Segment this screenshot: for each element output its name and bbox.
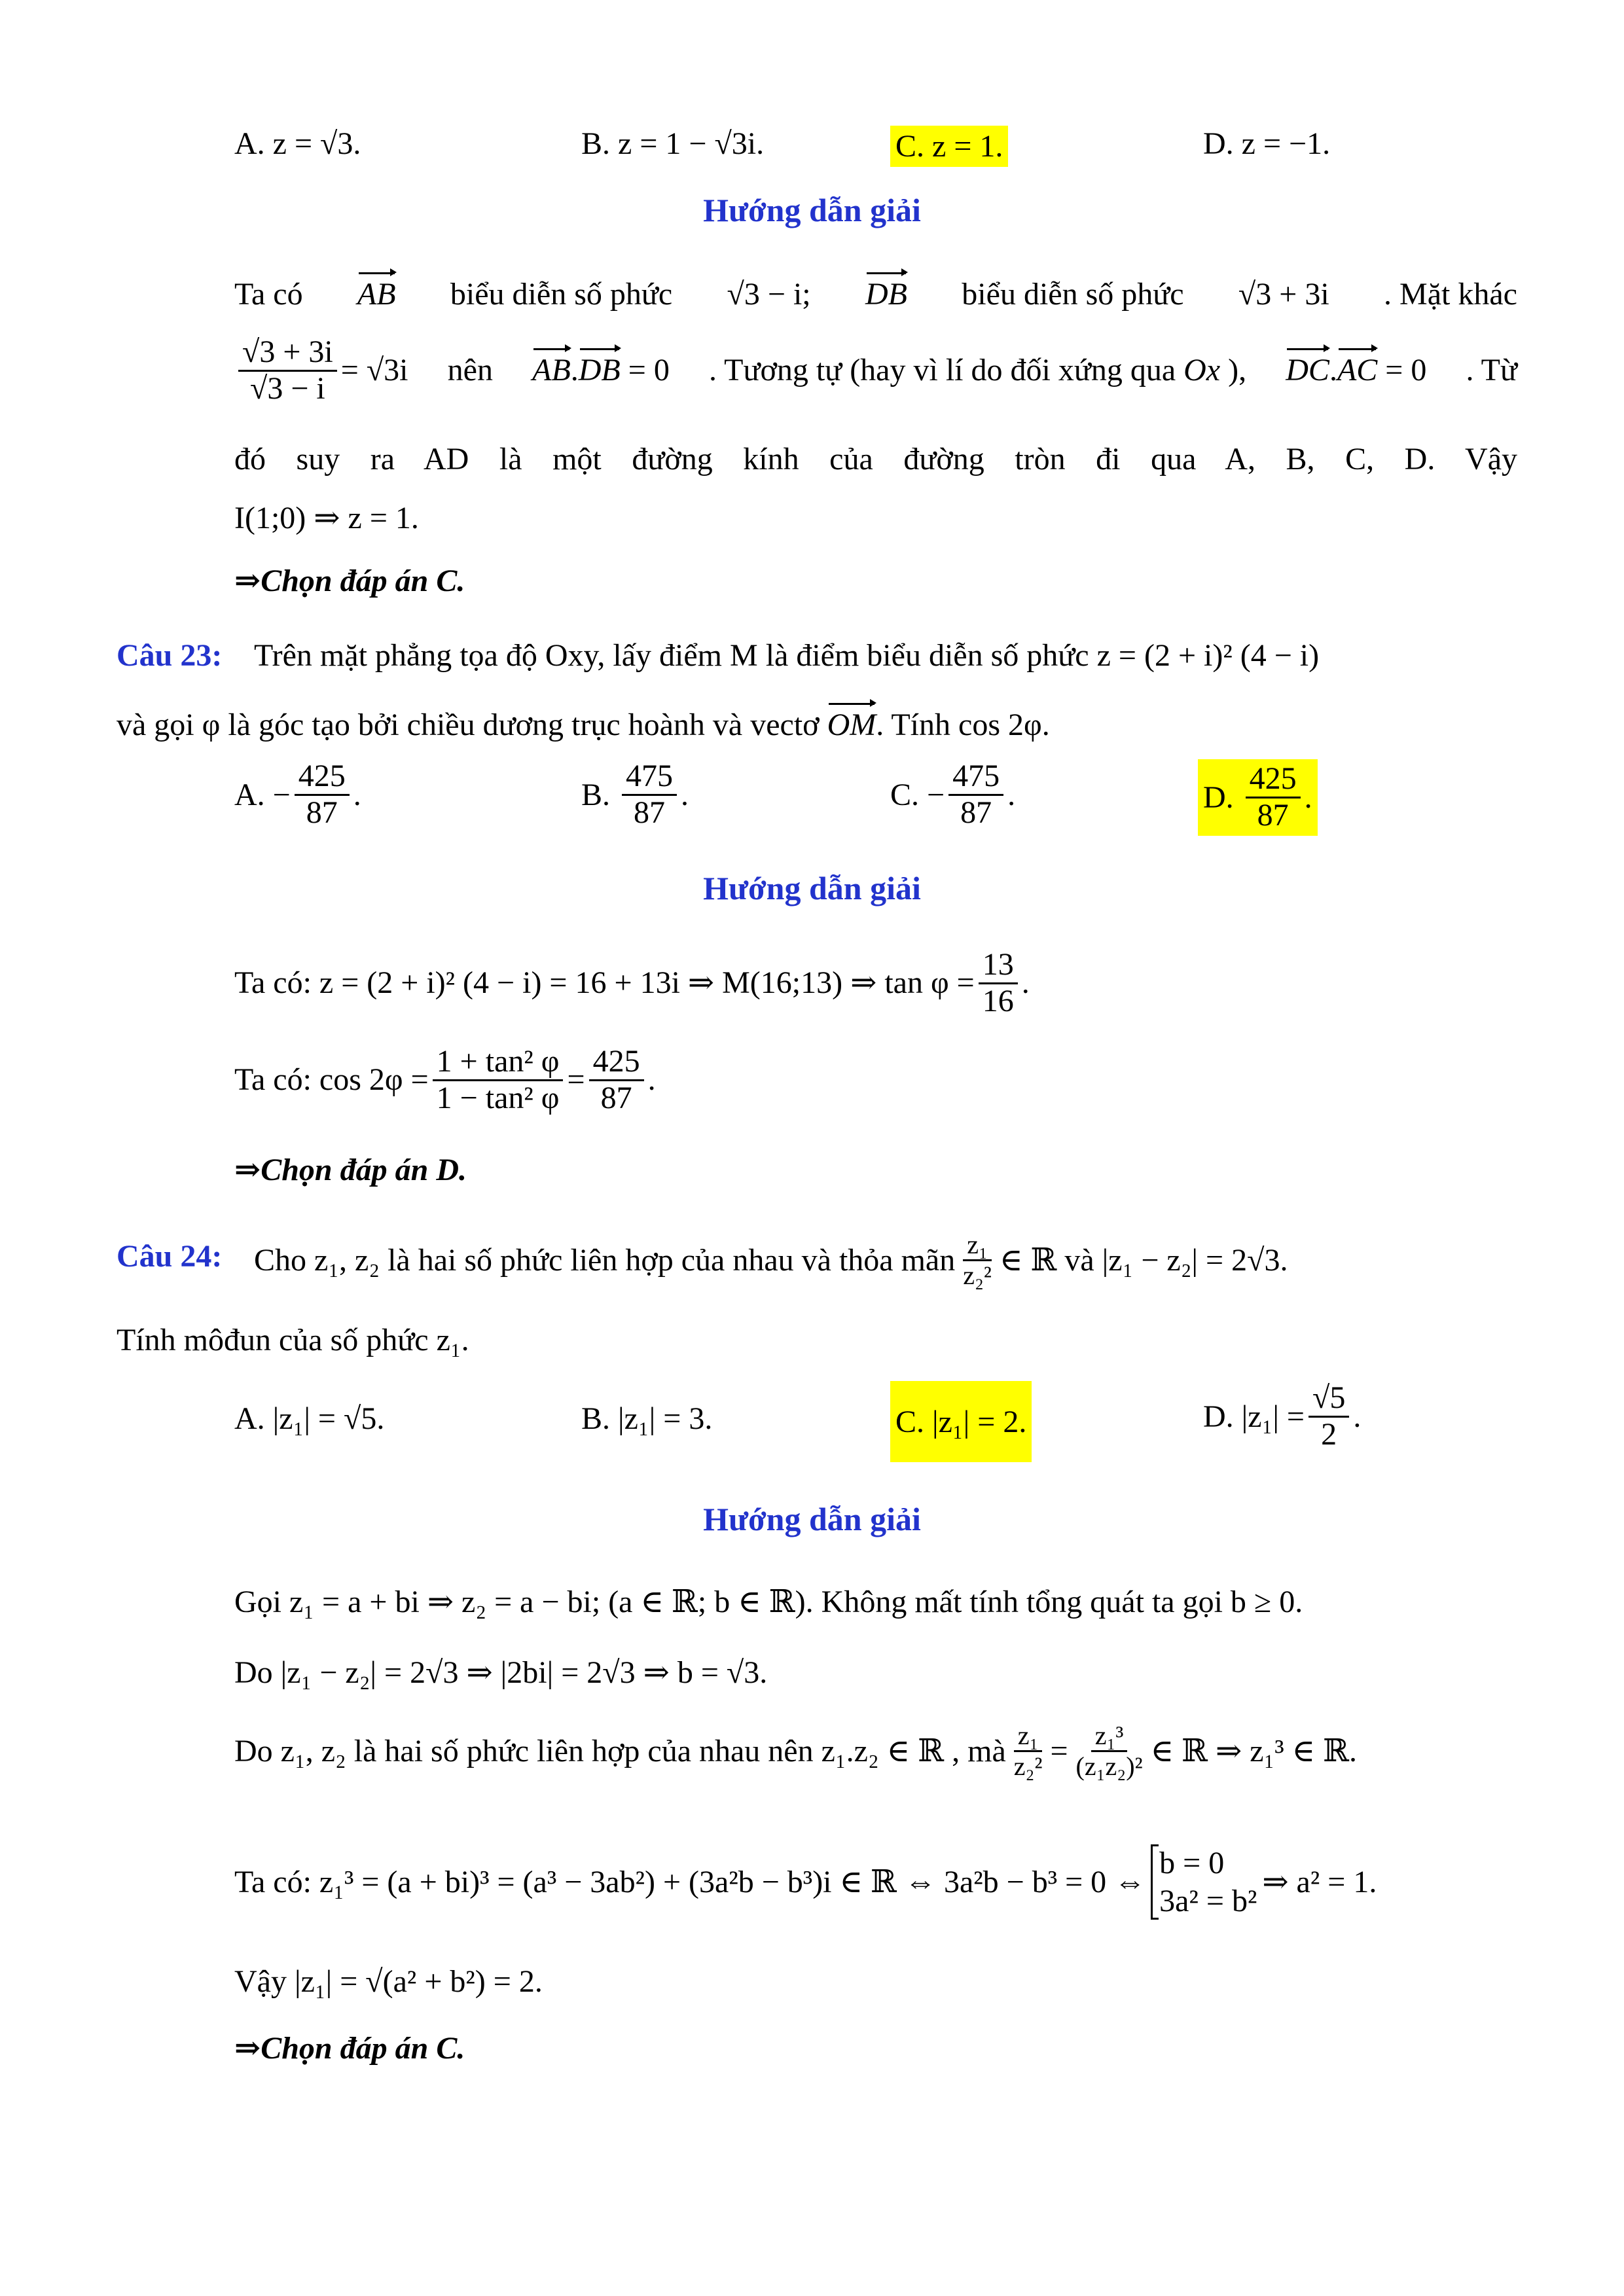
vector-dc: DC <box>1286 351 1329 390</box>
q23-s1-den: 16 <box>982 983 1014 1018</box>
q22-l2-close: ), <box>1228 353 1247 388</box>
q23-s2-fraction-1 <box>433 1045 564 1116</box>
q23-s1a: Ta có: z = (2 + i)² (4 − i) = 16 + 13i ⇒ M(16;13) ⇒ tan φ = <box>234 965 975 1001</box>
q23-option-c-den: 87 <box>960 795 992 830</box>
q24-s1: Gọi z₁ = a + bi ⇒ z₂ = a − bi; (a ∈ ℝ; b ∈ ℝ). Không mất tính tổng quát ta gọi b ≥ 0. <box>234 1585 1303 1619</box>
q23-option-c-sign: − <box>927 777 945 812</box>
q24-s3a: Do z₁, z₂ là hai số phức liên hợp của nhau nên z₁.z₂ ∈ ℝ , mà <box>234 1733 1006 1768</box>
q24-s3-eq: = <box>1050 1733 1068 1768</box>
q24-s3-num2: z₁³ <box>1091 1721 1128 1752</box>
q24-s3-fraction-2 <box>1072 1721 1147 1781</box>
q23-option-a-den: 87 <box>306 795 338 830</box>
q22-l1-e: √3 + 3i <box>1238 277 1329 312</box>
q23-stem-2a: và gọi φ là góc tạo bởi chiều dương trục hoành và vectơ <box>117 708 820 742</box>
q23-option-c-num: 475 <box>948 759 1003 796</box>
vector-ab: AB <box>357 275 396 314</box>
q24-s4a: Ta có: z₁³ = (a + bi)³ = (a³ − 3ab²) + (3a²b − b³)i ∈ ℝ ⇔ 3a²b − b³ = 0 ⇔ <box>234 1864 1146 1899</box>
q22-l2-eq0b: = 0 <box>1385 353 1427 388</box>
q23-s2b: = <box>567 1062 585 1098</box>
q23-option-a-fraction <box>295 759 350 831</box>
q22-l2-tuong: . Tương tự (hay vì lí do đối xứng qua <box>708 353 1176 388</box>
q24-option-d[interactable]: D. |z₁| = $\frac{√5}{2}$ . <box>1203 1380 1362 1452</box>
q22-l1-a: Ta có <box>234 277 303 312</box>
q24-s2: Do |z₁ − z₂| = 2√3 ⇒ |2bi| = 2√3 ⇒ b = √3. <box>234 1655 768 1690</box>
q24-option-a[interactable]: A. |z₁| = √5. <box>234 1401 385 1436</box>
q24-s3b: ∈ ℝ ⇒ z₁³ ∈ ℝ. <box>1150 1733 1358 1768</box>
vector-ab-2: AB <box>532 351 571 390</box>
q24-option-d-den: 2 <box>1321 1416 1337 1452</box>
q23-solution-heading: Hướng dẫn giải <box>703 870 921 906</box>
q23-option-c-fraction <box>948 759 1003 831</box>
q23-s2a: Ta có: cos 2φ = <box>234 1062 429 1098</box>
q22-answer-text: ⇒Chọn đáp án C. <box>234 564 465 598</box>
q24-stem-2: Tính môđun của số phức z₁. <box>117 1323 469 1357</box>
q22-l1-c: √3 − i; <box>727 277 811 312</box>
q23-option-b-fraction <box>622 759 677 831</box>
q23-option-b-letter: B. <box>581 777 611 812</box>
q22-l2-eq: = √3i <box>340 353 408 388</box>
q22-l4: I(1;0) ⇒ z = 1. <box>234 501 419 535</box>
q24-s3-den2: (z₁z₂)² <box>1075 1751 1143 1781</box>
q24-option-d-label: D. |z₁| = <box>1203 1399 1305 1434</box>
q24-s5: Vậy |z₁| = √(a² + b²) = 2. <box>234 1964 543 1999</box>
q23-stem-1: Trên mặt phẳng tọa độ Oxy, lấy điểm M là điểm biểu diễn số phức z = (2 + i)² (4 − i) <box>254 638 1320 673</box>
q23-s1-fraction <box>979 948 1018 1019</box>
q24-s3-fraction-1 <box>1010 1721 1047 1781</box>
q22-l1-d: biểu diễn số phức <box>962 277 1184 312</box>
q23-stem-2b: . Tính cos 2φ. <box>876 708 1050 742</box>
q23-label: Câu 23: <box>117 638 223 673</box>
q24-option-d-num: √5 <box>1308 1381 1349 1418</box>
q22-solution-heading: Hướng dẫn giải <box>703 192 921 228</box>
q23-option-d-correct[interactable]: D. $\frac{425}{87}$ . <box>1198 759 1318 836</box>
q22-l2-tu: . Từ <box>1466 353 1517 388</box>
q23-s2-num2: 425 <box>589 1045 644 1081</box>
q23-option-b-den: 87 <box>634 795 666 830</box>
vector-db-2: DB <box>579 351 621 390</box>
q23-option-a-sign: − <box>272 777 291 812</box>
q24-option-b[interactable]: B. |z₁| = 3. <box>581 1401 713 1436</box>
document-page: A. z = √3. B. z = 1 − √3i. C. z = 1. D. z = −1. Hướng dẫn giải Ta có AB biểu diễn số phức √3 − i; DB biểu diễn số phức √3 + 3i . Mặt khác $\frac{√3 + 3i}{√3 - i}$ = √3i nên AB.DB = 0 . Tương tự (hay vì lí do đối xứng qua Ox ), DC.AC = 0 . Từ đó suy ra AD là một đường kính của đường tròn đi qua A, B, C, D. Vậy I(1;0) ⇒ z = 1. ⇒Chọn đáp án C. Câu 23: Trên mặt phẳng tọa độ Oxy, lấy điểm M là điểm biểu diễn số phức z = (2 + i)² (4 − i) và gọi φ là góc tạo bởi chiều dương trục hoành và vectơ OM. Tính cos 2φ. A. − $\frac{425}{87}$ . B. $\frac{475}{87}$ . C. − $\frac{475}{87}$ . D. $\frac{425}{87}$ . Hướng dẫn giải Ta có: z = (2 + i)² (4 − i) = 16 + 13i ⇒ M(16;13) ⇒ tan φ = $\frac{13}{16}$ . Ta có: cos 2φ = $\frac{\text{1 + tan² φ}}{\text{1 − tan² φ}}$ = $\frac{425}{87}$ . ⇒Chọn đáp án D. Câu 24: Cho z₁, z₂ là hai số phức liên hợp của nhau và thỏa mãn $\frac{\text{z₁}}{\text{z₂²}}$ ∈ ℝ và |z₁ − z₂| = 2√3. Tính môđun của số phức z₁. A. |z₁| = √5. B. |z₁| = 3. C. |z₁| = 2. D. |z₁| = $\frac{√5}{2}$ . Hướng dẫn giải Gọi z₁ = a + bi ⇒ z₂ = a − bi; (a ∈ ℝ; b ∈ ℝ). Không mất tính tổng quát ta gọi b ≥ 0. Do |z₁ − z₂| = 2√3 ⇒ |2bi| = 2√3 ⇒ b = √3. Do z₁, z₂ là hai số phức liên hợp của nhau nên z₁.z₂ ∈ ℝ , mà $\frac{\text{z₁}}{\text{z₂²}}$ = $\frac{\text{z₁³}}{\text{(z₁z₂)²}}$ ∈ ℝ ⇒ z₁³ ∈ ℝ. Ta có: z₁³ = (a + bi)³ = (a³ − 3ab²) + (3a²b − b³)i ∈ ℝ ⇔ 3a²b − b³ = 0 ⇔ b = 0 3a² = b² ⇒ a² = 1. Vậy |z₁| = √(a² + b²) = 2. ⇒Chọn đáp án C. <box>0 0 1624 2296</box>
q23-option-b[interactable]: B. $\frac{475}{87}$ . <box>581 759 689 830</box>
q24-case-1: b = 0 <box>1159 1846 1225 1880</box>
vector-ac: AC <box>1337 351 1377 390</box>
q23-s1-num: 13 <box>979 948 1018 984</box>
q22-l1-f: . Mặt khác <box>1384 277 1517 312</box>
q23-option-d-den: 87 <box>1257 797 1289 833</box>
q24-stem-fraction <box>959 1230 996 1290</box>
q24-solution-heading: Hướng dẫn giải <box>703 1501 921 1537</box>
q24-option-c-correct[interactable]: C. |z₁| = 2. <box>890 1381 1032 1462</box>
q24-s3-num1: z₁ <box>1014 1721 1043 1752</box>
q24-label: Câu 24: <box>117 1239 223 1274</box>
vector-om: OM <box>827 706 876 745</box>
q23-answer-text: ⇒Chọn đáp án D. <box>234 1153 467 1187</box>
q22-frac-den: √3 − i <box>250 370 325 406</box>
q22-l2-eq0: = 0 <box>628 353 670 388</box>
q23-s2-num: 1 + tan² φ <box>433 1045 564 1081</box>
q22-frac-num: √3 + 3i <box>238 335 337 372</box>
q22-l3: đó suy ra AD là một đường kính của đường tròn đi qua A, B, C, D. Vậy <box>234 442 1517 476</box>
q24-answer-text: ⇒Chọn đáp án C. <box>234 2031 465 2066</box>
q24-option-d-fraction <box>1308 1381 1349 1452</box>
q23-option-d-fraction <box>1246 762 1301 833</box>
q24-s3-den1: z₂² <box>1013 1751 1043 1781</box>
q23-option-a-num: 425 <box>295 759 350 796</box>
q24-stem-num: z₁ <box>963 1230 992 1261</box>
q22-l1-b: biểu diễn số phức <box>450 277 673 312</box>
q23-s2-fraction-2 <box>589 1045 644 1116</box>
q23-option-a-letter: A. <box>234 777 265 812</box>
q24-options <box>0 1381 1624 1466</box>
q23-option-d-letter: D. <box>1203 780 1234 815</box>
q22-options <box>0 126 1624 171</box>
q23-s2-den2: 87 <box>600 1080 632 1115</box>
q23-option-c-letter: C. <box>890 777 920 812</box>
q23-option-b-num: 475 <box>622 759 677 796</box>
q24-case-bracket <box>1151 1844 1257 1920</box>
q23-option-a[interactable]: A. − $\frac{425}{87}$ . <box>234 759 361 830</box>
q24-stem-1a: Cho z₁, z₂ là hai số phức liên hợp của nhau và thỏa mãn <box>254 1242 956 1278</box>
q24-case-2: 3a² = b² <box>1159 1883 1257 1918</box>
q22-option-a[interactable]: A. z = √3. <box>234 126 361 161</box>
q24-stem-1b: ∈ ℝ và |z₁ − z₂| = 2√3. <box>999 1242 1288 1278</box>
q23-options <box>0 759 1624 844</box>
q22-fraction <box>238 335 337 406</box>
q22-l2-ox: Ox <box>1183 353 1221 388</box>
q22-l2-nen: nên <box>447 353 493 388</box>
q22-option-b[interactable]: B. z = 1 − √3i. <box>581 126 765 161</box>
q24-s4b: ⇒ a² = 1. <box>1262 1864 1377 1899</box>
q23-s2-den: 1 − tan² φ <box>436 1080 560 1115</box>
q22-option-d[interactable]: D. z = −1. <box>1203 126 1331 161</box>
q23-option-d-num: 425 <box>1246 762 1301 798</box>
q22-option-c-correct[interactable]: C. z = 1. <box>890 126 1008 167</box>
q24-stem-den: z₂² <box>963 1261 992 1290</box>
q23-option-c[interactable]: C. − $\frac{475}{87}$ . <box>890 759 1016 830</box>
vector-db: DB <box>865 275 907 314</box>
